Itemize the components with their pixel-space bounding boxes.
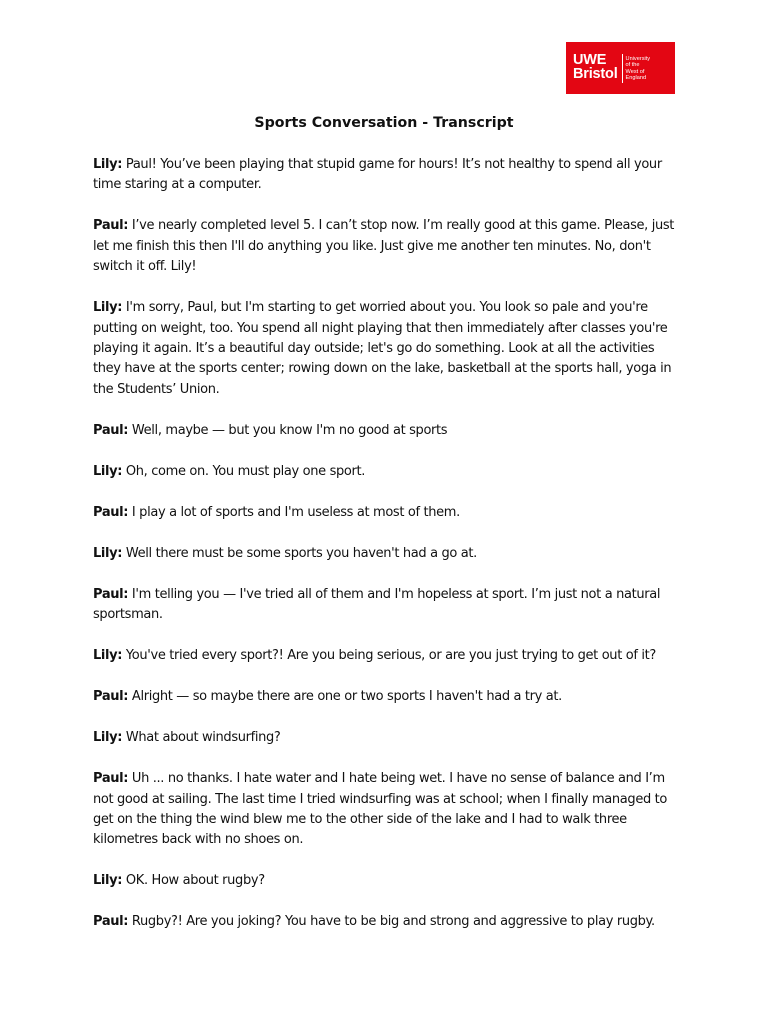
dialogue-text: OK. How about rugby? — [122, 873, 265, 889]
dialogue-line-12 — [93, 769, 683, 851]
dialogue-text: I’ve nearly completed level 5. I can’t stop now. I’m really good at this game. Please, just let me finish this then I'll do anything you like. Just give me another ten minutes. No, don't switch it off. Lily! — [93, 218, 675, 275]
speaker-label: Lily: — [93, 300, 123, 316]
transcript-body — [93, 155, 683, 953]
speaker-label: Lily: — [93, 730, 123, 746]
dialogue-line-6 — [93, 503, 683, 523]
dialogue-text: Well, maybe — but you know I'm no good at sports — [128, 422, 448, 438]
logo-wordmark — [573, 54, 618, 81]
dialogue-text: I'm sorry, Paul, but I'm starting to get worried about you. You look so pale and you're putting on weight, too. You spend all night playing that then immediately after classes you're playing it again. It’s a beautiful day outside; let's go do something. Look at all the activities they have at the sports center; rowing down on the lake, basketball at the sports hall, yoga in the Students’ Union. — [93, 300, 672, 397]
logo-sub-line-4: England — [625, 75, 647, 82]
dialogue-line-7 — [93, 544, 683, 564]
logo-subtitle — [626, 56, 651, 82]
speaker-label: Lily: — [93, 545, 123, 561]
logo-line-uwe: UWE — [573, 52, 607, 68]
dialogue-line-5 — [93, 462, 683, 482]
dialogue-text: Uh ... no thanks. I hate water and I hate being wet. I have no sense of balance and I’m not good at sailing. The last time I tried windsurfing was at school; when I finally managed to get on the thing the wind blew me to the other side of the lake and I had to walk three kilometres back with no shoes on. — [93, 771, 668, 848]
logo-divider — [622, 54, 623, 83]
logo-sub-line-2: of the — [625, 62, 640, 69]
dialogue-text: Paul! You’ve been playing that stupid game for hours! It’s not healthy to spend all your time staring at a computer. — [93, 157, 662, 193]
speaker-label: Lily: — [93, 648, 123, 664]
speaker-label: Paul: — [93, 771, 129, 787]
uwe-bristol-logo — [566, 42, 675, 94]
dialogue-line-14 — [93, 912, 683, 932]
dialogue-line-3 — [93, 298, 683, 400]
speaker-label: Lily: — [93, 463, 123, 479]
logo-sub-line-1: University — [625, 56, 651, 62]
speaker-label: Paul: — [93, 689, 129, 705]
dialogue-line-8 — [93, 585, 683, 626]
logo-line-bristol: Bristol — [573, 65, 618, 82]
speaker-label: Lily: — [93, 157, 123, 172]
dialogue-text: What about windsurfing? — [122, 730, 281, 746]
dialogue-line-10 — [93, 687, 683, 707]
speaker-label: Paul: — [93, 218, 129, 234]
dialogue-line-2 — [93, 216, 683, 277]
page-title: Sports Conversation - Transcript — [254, 115, 514, 131]
logo-sub-line-3: West of — [625, 68, 645, 75]
dialogue-text: I'm telling you — I've tried all of them and I'm hopeless at sport. I’m just not a natural sportsman. — [93, 586, 661, 623]
dialogue-line-13 — [93, 871, 683, 891]
speaker-label: Paul: — [93, 504, 129, 520]
speaker-label: Lily: — [93, 873, 123, 889]
dialogue-line-1 — [93, 155, 683, 196]
dialogue-line-9 — [93, 646, 683, 666]
speaker-label: Paul: — [93, 586, 129, 602]
dialogue-text: Rugby?! Are you joking? You have to be big and strong and aggressive to play rugby. — [128, 914, 655, 930]
dialogue-line-4 — [93, 421, 683, 441]
speaker-label: Paul: — [93, 422, 129, 438]
dialogue-text: You've tried every sport?! Are you being serious, or are you just trying to get out of it? — [122, 648, 656, 664]
dialogue-text: Oh, come on. You must play one sport. — [122, 463, 366, 479]
dialogue-text: Well there must be some sports you haven't had a go at. — [122, 545, 477, 561]
dialogue-text: Alright — so maybe there are one or two sports I haven't had a try at. — [128, 689, 562, 705]
speaker-label: Paul: — [93, 914, 129, 930]
dialogue-text: I play a lot of sports and I'm useless at most of them. — [128, 504, 460, 520]
dialogue-line-11 — [93, 728, 683, 748]
